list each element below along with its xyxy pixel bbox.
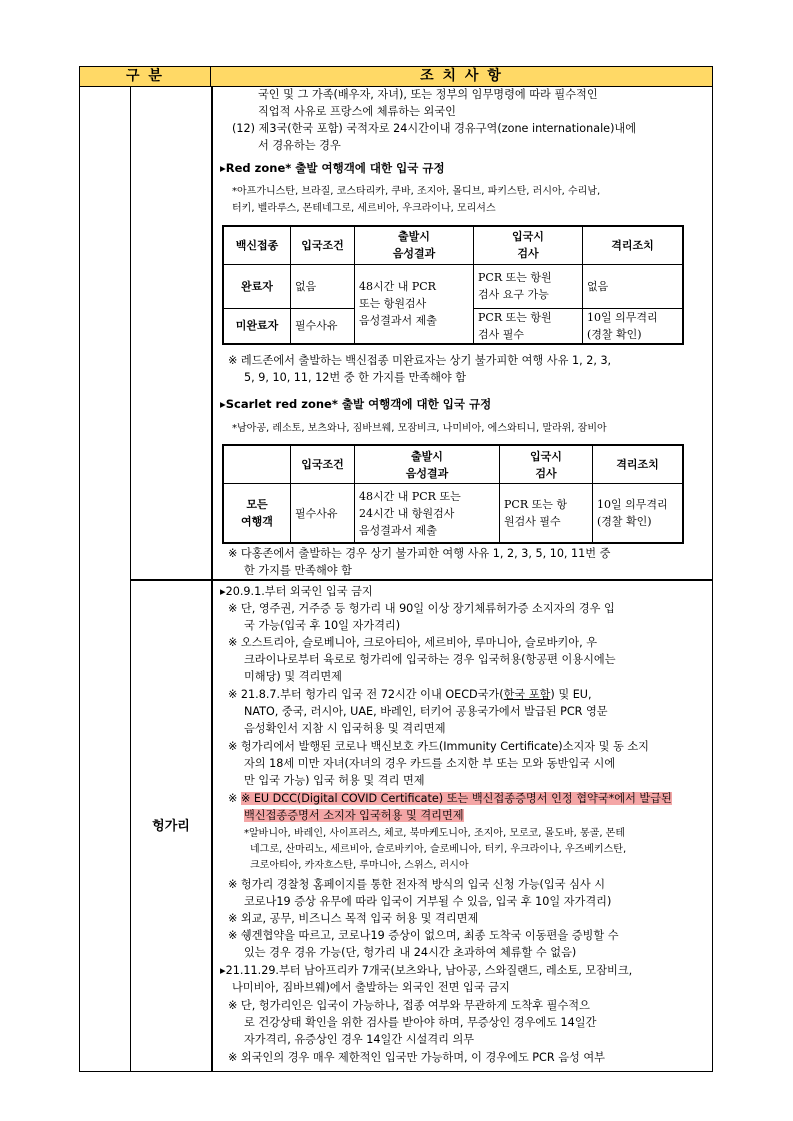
hungary-line: ※ ※ EU DCC(Digital COVID Certificate) 또는 백신접종증명서 인정 협약국*에서 발급된 xyxy=(228,792,672,805)
table-header xyxy=(80,67,712,87)
cell: 필수사유 xyxy=(291,484,355,543)
red-zone-countries: *아프가니스탄, 브라질, 코스타리카, 쿠바, 조지아, 몰디브, 파키스탄, 러시아, 수리남, xyxy=(232,186,601,197)
header-measures: 조 치 사 항 xyxy=(420,68,503,84)
hungary-countries: *알바니아, 바레인, 사이프러스, 체코, 북마케도니아, 조지아, 모로코, 몰도바, 몽골, 몬테 xyxy=(244,828,625,839)
row-all-travelers: 모든 여행객 xyxy=(223,484,291,543)
hungary-line: NATO, 중국, 러시아, UAE, 바레인, 터키어 공용국가에서 발급된 PCR 영문 xyxy=(244,705,608,718)
row-completed: 완료자 xyxy=(223,264,291,308)
cell: PCR 또는 항원 검사 요구 가능 xyxy=(474,264,583,308)
scarlet-zone-countries: *남아공, 레소토, 보츠와나, 짐바브웨, 모잠비크, 나미비아, 에스와티니, 말라위, 잠비아 xyxy=(232,423,607,434)
text-line: (12) 제3국(한국 포함) 국적자로 24시간이내 경유구역(zone internationale)내에 xyxy=(232,122,637,135)
col-departure-test: 출발시 음성결과 xyxy=(355,445,500,484)
cell-departure: 48시간 내 PCR 또는 항원검사 음성결과서 제출 xyxy=(355,264,474,344)
hungary-line: ※ 헝가리 경찰청 홈페이지를 통한 전자적 방식의 입국 신청 가능(입국 심사 시 xyxy=(228,878,606,891)
col-vaccine: 백신접종 xyxy=(223,226,291,264)
cell: PCR 또는 항 원검사 필수 xyxy=(500,484,593,543)
row-divider xyxy=(130,579,712,581)
text-line: 국인 및 그 가족(배우자, 자녀), 또는 정부의 임무명령에 따라 필수적인 xyxy=(258,88,598,101)
cell: 없음 xyxy=(583,264,684,308)
cell-empty xyxy=(223,445,291,484)
hungary-line: ※ 오스트리아, 슬로베니아, 크로아티아, 세르비아, 루마니아, 슬로바키아, 우 xyxy=(228,636,598,649)
col-entry-condition: 입국조건 xyxy=(291,445,355,484)
hungary-line: ※ 단, 헝가리인은 입국이 가능하나, 접종 여부와 무관하게 도착후 필수적으 xyxy=(228,999,590,1012)
text-line: 직업적 사유로 프랑스에 체류하는 외국인 xyxy=(258,105,456,118)
hungary-line: ※ 외교, 공무, 비즈니스 목적 입국 허용 및 격리면제 xyxy=(228,912,479,925)
col-arrival-test: 입국시 검사 xyxy=(500,445,593,484)
red-zone-table xyxy=(222,225,684,345)
hungary-line: ※ 21.8.7.부터 헝가리 입국 전 72시간 이내 OECD국가(한국 포함) 및 EU, xyxy=(228,688,592,701)
cell: 10일 의무격리 (경찰 확인) xyxy=(583,308,684,344)
header-category: 구 분 xyxy=(80,67,211,86)
text-line: 서 경유하는 경우 xyxy=(258,139,341,152)
red-zone-note: ※ 레드존에서 출발하는 백신접종 미완료자는 상기 불가피한 여행 사유 1, 2, 3, xyxy=(228,354,612,367)
hungary-line: ▸20.9.1.부터 외국인 입국 금지 xyxy=(220,585,373,598)
hungary-line: 로 건강상태 확인을 위한 검사를 받아야 하며, 무증상인 경우에도 14일간 xyxy=(244,1016,597,1029)
col-quarantine: 격리조치 xyxy=(583,226,684,264)
country-label-hungary: 헝가리 xyxy=(152,819,190,834)
red-zone-title: ▸Red zone* 출발 여행객에 대한 입국 규정 xyxy=(220,161,445,175)
hungary-line: 국 가능(입국 후 10일 자가격리) xyxy=(244,619,401,632)
scarlet-zone-table xyxy=(222,444,684,544)
hungary-line: 코로나19 증상 유무에 따라 입국이 거부될 수 있음, 입국 후 10일 자가격리) xyxy=(244,895,612,908)
hungary-line: ※ 외국인의 경우 매우 제한적인 입국만 가능하며, 이 경우에도 PCR 음성 여부 xyxy=(228,1051,605,1064)
hungary-line: 있는 경우 경유 가능(단, 헝가리 내 24시간 초과하여 체류할 수 없음) xyxy=(244,946,577,959)
hungary-line: 자의 18세 미만 자녀(자녀의 경우 카드를 소지한 부 또는 모와 동반입국 시에 xyxy=(244,757,616,770)
cell: 필수사유 xyxy=(291,308,355,344)
scarlet-zone-note: 한 가지를 만족해야 함 xyxy=(244,564,352,577)
hungary-line: 자가격리, 유증상인 경우 14일간 시설격리 의무 xyxy=(244,1033,475,1046)
hungary-line: 나미비아, 짐바브웨)에서 출발하는 외국인 전면 입국 금지 xyxy=(232,981,510,994)
hungary-line: 미해당) 및 격리면제 xyxy=(244,670,342,683)
hungary-countries: 크로아티아, 카자흐스탄, 루마니아, 스위스, 러시아 xyxy=(250,860,469,871)
red-zone-note: 5, 9, 10, 11, 12번 중 한 가지를 만족해야 함 xyxy=(244,371,467,384)
hungary-line: 백신접종증명서 소지자 입국허용 및 격리면제 xyxy=(244,809,464,822)
red-zone-countries: 터키, 벨라루스, 몬테네그로, 세르비아, 우크라이나, 모리셔스 xyxy=(232,203,496,214)
row-incomplete: 미완료자 xyxy=(223,308,291,344)
hungary-line: ※ 쉥겐협약을 따르고, 코로나19 증상이 없으며, 최종 도착국 이동편을 증빙할 수 xyxy=(228,929,619,942)
hungary-line: ▸21.11.29.부터 남아프리카 7개국(보츠와나, 남아공, 스와질랜드, 레소토, 모잠비크, xyxy=(220,964,633,977)
cell: 10일 의무격리 (경찰 확인) xyxy=(593,484,684,543)
scarlet-zone-note: ※ 다홍존에서 출발하는 경우 상기 불가피한 여행 사유 1, 2, 3, 5, 10, 11번 중 xyxy=(228,547,611,560)
hungary-line: 만 입국 가능) 입국 허용 및 격리 면제 xyxy=(244,774,425,787)
hungary-line: ※ 헝가리에서 발행된 코로나 백신보호 카드(Immunity Certificate)소지자 및 동 소지 xyxy=(228,740,649,753)
cell: 없음 xyxy=(291,264,355,308)
col-quarantine: 격리조치 xyxy=(593,445,684,484)
cell: PCR 또는 항원 검사 필수 xyxy=(474,308,583,344)
col-entry-condition: 입국조건 xyxy=(291,226,355,264)
hungary-line: 음성확인서 지참 시 입국허용 및 격리면제 xyxy=(244,722,446,735)
cell-departure: 48시간 내 PCR 또는 24시간 내 항원검사 음성결과서 제출 xyxy=(355,484,500,543)
hungary-countries: 네그로, 산마리노, 세르비아, 슬로바키아, 슬로베니아, 터키, 우크라이나, 우즈베키스탄, xyxy=(250,844,627,855)
hungary-line: ※ 단, 영주권, 거주증 등 헝가리 내 90일 이상 장기체류허가증 소지자의 경우 입 xyxy=(228,602,615,615)
col-departure-test: 출발시 음성결과 xyxy=(355,226,474,264)
scarlet-zone-title: ▸Scarlet red zone* 출발 여행객에 대한 입국 규정 xyxy=(220,397,492,411)
col-arrival-test: 입국시 검사 xyxy=(474,226,583,264)
hungary-line: 크라이나로부터 육로로 헝가리에 입국하는 경우 입국허용(항공편 이용시에는 xyxy=(244,653,616,666)
